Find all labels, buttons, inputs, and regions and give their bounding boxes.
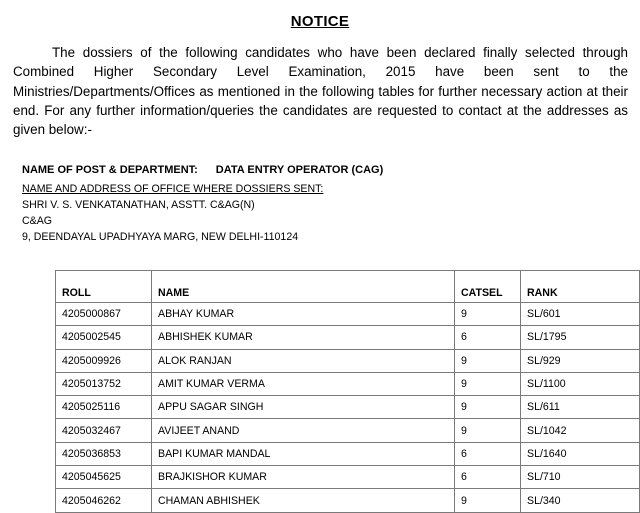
cell-name: APPU SAGAR SINGH [152,396,455,419]
cell-rank: SL/1795 [521,326,640,349]
cell-name: CHAMAN ABHISHEK [152,489,455,512]
cell-rank: SL/710 [521,466,640,489]
cell-name: BAPI KUMAR MANDAL [152,442,455,465]
table-row [56,419,640,442]
column-header-catsel: CATSEL [455,271,521,303]
column-header-name: NAME [152,271,455,303]
candidates-table [55,270,640,513]
post-label: NAME OF POST & DEPARTMENT: [22,164,198,176]
cell-roll: 4205025116 [56,396,152,419]
notice-paragraph: The dossiers of the following candidates who have been declared finally selected through Combined Higher Secondary Level Examination, 2015 have been sent to the Ministries/Departments/Offices as mentioned in the following tables for further necessary action at their end. For any further information/queries the candidates are requested to contact at the addresses as given below:- [13,45,628,138]
table-row [56,372,640,395]
cell-catsel: 9 [455,303,521,326]
cell-catsel: 9 [455,419,521,442]
office-address-line: 9, DEENDAYAL UPADHYAYA MARG, NEW DELHI-110124 [22,231,299,243]
cell-roll: 4205009926 [56,349,152,372]
cell-roll: 4205032467 [56,419,152,442]
cell-name: AMIT KUMAR VERMA [152,372,455,395]
cell-catsel: 9 [455,396,521,419]
column-header-roll: ROLL [56,271,152,303]
cell-roll: 4205013752 [56,372,152,395]
cell-rank: SL/929 [521,349,640,372]
office-address-line: SHRI V. S. VENKATANATHAN, ASSTT. C&AG(N) [22,199,255,211]
cell-catsel: 6 [455,326,521,349]
table-row [56,396,640,419]
cell-rank: SL/611 [521,396,640,419]
cell-catsel: 9 [455,372,521,395]
cell-catsel: 9 [455,349,521,372]
table-row [56,489,640,512]
office-heading: NAME AND ADDRESS OF OFFICE WHERE DOSSIERS SENT: [22,183,324,195]
cell-name: BRAJKISHOR KUMAR [152,466,455,489]
cell-name: AVIJEET ANAND [152,419,455,442]
table-row [56,466,640,489]
cell-roll: 4205002545 [56,326,152,349]
cell-name: ABHISHEK KUMAR [152,326,455,349]
cell-name: ABHAY KUMAR [152,303,455,326]
cell-roll: 4205036853 [56,442,152,465]
cell-name: ALOK RANJAN [152,349,455,372]
cell-roll: 4205045625 [56,466,152,489]
cell-rank: SL/1042 [521,419,640,442]
table-row [56,349,640,372]
column-header-rank: RANK [521,271,640,303]
post-department-line [22,164,383,176]
cell-catsel: 6 [455,442,521,465]
cell-rank: SL/1100 [521,372,640,395]
cell-rank: SL/601 [521,303,640,326]
cell-roll: 4205000867 [56,303,152,326]
table-row [56,326,640,349]
table-header-row [56,271,640,303]
cell-catsel: 9 [455,489,521,512]
post-value: DATA ENTRY OPERATOR (CAG) [215,164,384,176]
cell-catsel: 6 [455,466,521,489]
cell-rank: SL/1640 [521,442,640,465]
cell-rank: SL/340 [521,489,640,512]
office-address-line: C&AG [22,215,53,227]
table-row [56,442,640,465]
notice-title: NOTICE [290,13,350,30]
cell-roll: 4205046262 [56,489,152,512]
table-row [56,303,640,326]
